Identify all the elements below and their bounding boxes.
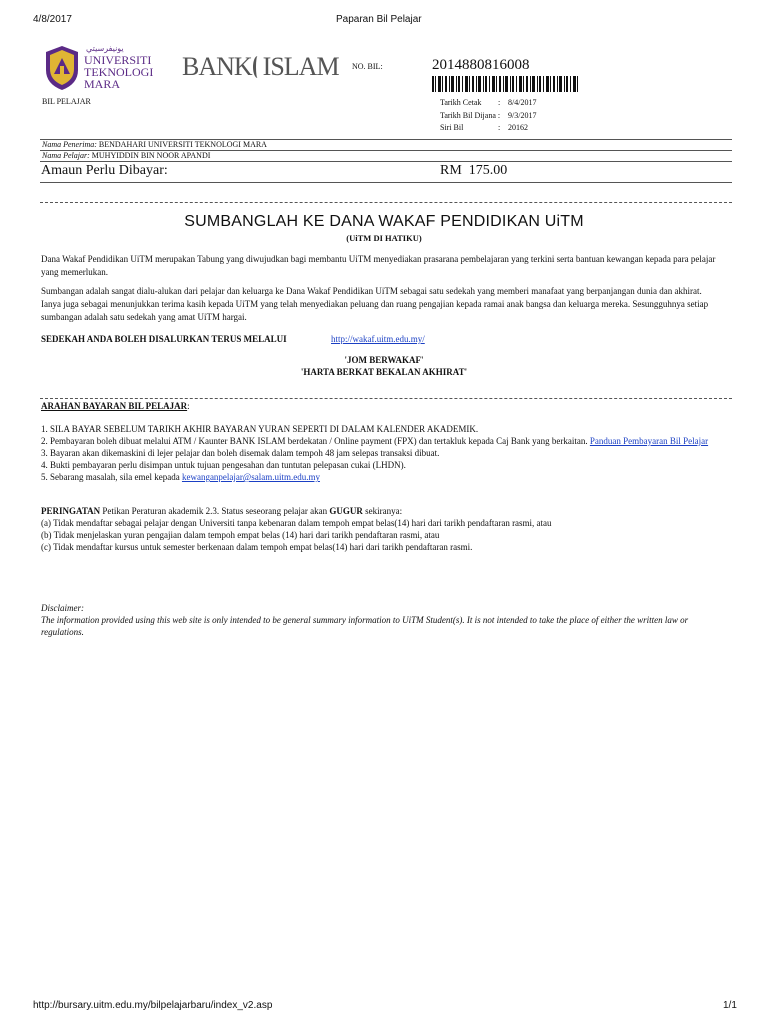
meta-row-siri-bil <box>440 122 536 135</box>
crescent-icon <box>253 56 262 78</box>
meta-value: 9/3/2017 <box>508 110 537 120</box>
print-date: 4/8/2017 <box>33 14 72 25</box>
peringatan-b: (b) Tidak menjelaskan yuran pengajian dalam tempoh empat belas (14) hari dari tarikh pendaftaran rasmi, atau <box>41 530 440 540</box>
slogan-line1: 'JOM BERWAKAF' <box>344 355 424 365</box>
arahan-item-2 <box>41 435 721 447</box>
meta-value: 8/4/2017 <box>508 98 537 107</box>
arahan-item-1: 1. SILA BAYAR SEBELUM TARIKH AKHIR BAYARAN YURAN SEPERTI DI DALAM KALENDER AKADEMIK. <box>41 424 479 434</box>
arahan-item-2-text: 2. Pembayaran boleh dibuat melalui ATM / Kaunter BANK ISLAM berdekatan / Online payment (FPX) dan tertakluk kepada Caj Bank yang berkaitan. <box>41 436 590 446</box>
arahan-title-row <box>41 401 190 411</box>
nama-pelajar-label: Nama Pelajar: <box>42 151 90 160</box>
arahan-list <box>41 423 721 483</box>
arahan-colon: : <box>187 401 190 411</box>
amaun-row <box>440 163 507 179</box>
wakaf-slogan <box>0 354 768 378</box>
meta-sep: : <box>498 98 501 107</box>
meta-label: Siri Bil <box>440 123 464 132</box>
bank-logo-right: ISLAM <box>262 52 339 81</box>
disclaimer-text: The information provided using this web site is only intended to be general summary information to UiTM Student(s). It is not intended to take the place of either the written law or regulations. <box>41 615 689 637</box>
wakaf-link[interactable]: http://wakaf.uitm.edu.my/ <box>331 334 425 344</box>
print-url: http://bursary.uitm.edu.my/bilpelajarbaru/index_v2.asp <box>33 1000 273 1011</box>
arahan-item-5-text: 5. Sebarang masalah, sila emel kepada <box>41 472 182 482</box>
amount-value: 175.00 <box>468 163 508 178</box>
bill-meta <box>440 97 536 135</box>
panduan-link[interactable]: Panduan Pembayaran Bil Pelajar <box>589 436 709 446</box>
peringatan-block <box>41 505 731 553</box>
divider <box>40 161 732 162</box>
barcode-icon <box>432 76 578 92</box>
uitm-crest-icon <box>42 44 82 92</box>
arahan-item-3: 3. Bayaran akan dikemaskini di lejer pelajar dan boleh disemak dalam tempoh 48 jam selepas transaksi dibuat. <box>41 448 440 458</box>
wakaf-para2: Sumbangan adalah sangat dialu-alukan dari pelajar dan keluarga ke Dana Wakaf Pendidikan UiTM sebagai satu sedekah yang memberi manafaat yang berpanjangan dunia dan akhirat. Ianya juga sebagai menunjukkan terima kasih kepada UiTM yang telah menyediakan peluang dan ruang pengajian kepada ramai anak bangsa dan keluarga mereka. Sesungguhnya setiap sumbangan adalah satu sedekah yang amat UiTM hargai. <box>41 286 709 322</box>
meta-label: Tarikh Bil Dijana : <box>440 110 501 120</box>
meta-row-tarikh-dijana <box>440 110 536 123</box>
peringatan-label: PERINGATAN <box>41 506 101 516</box>
email-link[interactable]: kewanganpelajar@salam.uitm.edu.my <box>181 472 320 482</box>
currency: RM <box>440 163 462 178</box>
no-bil-value: 2014880816008 <box>432 57 530 73</box>
wakaf-heading: SUMBANGLAH KE DANA WAKAF PENDIDIKAN UiTM <box>184 213 584 230</box>
sedekah-label: SEDEKAH ANDA BOLEH DISALURKAN TERUS MELALUI <box>41 334 287 344</box>
bank-islam-logo <box>182 52 339 82</box>
peringatan-c: (c) Tidak mendaftar kursus untuk semester berkenaan dalam tempoh empat belas(14) hari dari tarikh pendaftaran rasmi. <box>41 542 473 552</box>
arahan-title: ARAHAN BAYARAN BIL PELAJAR <box>41 401 188 411</box>
meta-sep: : <box>498 123 501 132</box>
uitm-logo-line2: TEKNOLOGI <box>84 65 154 79</box>
nama-pelajar-value: MUHYIDDIN BIN NOOR APANDI <box>91 151 211 160</box>
arahan-item-5 <box>41 471 721 483</box>
arahan-item-4: 4. Bukti pembayaran perlu disimpan untuk tujuan pengesahan dan tuntutan pelepasan cukai (LHDN). <box>41 460 406 470</box>
disclaimer-title: Disclaimer: <box>41 603 84 613</box>
meta-label: Tarikh Cetak <box>440 98 482 107</box>
bil-pelajar-label: BIL PELAJAR <box>42 97 91 106</box>
peringatan-text1: Petikan Peraturan akademik 2.3. Status seseorang pelajar akan <box>100 506 330 516</box>
peringatan-text2: sekiranya: <box>362 506 403 516</box>
slogan-line2: 'HARTA BERKAT BEKALAN AKHIRAT' <box>300 367 468 377</box>
print-title: Paparan Bil Pelajar <box>336 14 422 25</box>
bank-logo-left: BANK <box>182 52 252 81</box>
dashed-divider <box>40 398 732 399</box>
wakaf-para1: Dana Wakaf Pendidikan UiTM merupakan Tabung yang diwujudkan bagi membantu UiTM menyediakan prasarana pembelajaran yang terkini serta bantuan kewangan kepada para pelajar yang memerlukan. <box>41 254 716 277</box>
meta-row-tarikh-cetak <box>440 97 536 110</box>
peringatan-a: (a) Tidak mendaftar sebagai pelajar dengan Universiti tanpa kebenaran dalam tempoh empat belas(14) hari dari tarikh pendaftaran rasmi, atau <box>41 518 552 528</box>
peringatan-line <box>41 505 731 517</box>
amaun-label: Amaun Perlu Dibayar: <box>41 163 168 178</box>
no-bil-label: NO. BIL: <box>352 62 383 71</box>
uitm-arabic: ﻳﻮﻧﻴﻔﺮﺳﻴﺘﻲ <box>86 44 124 53</box>
nama-penerima-label: Nama Penerima: <box>42 140 97 149</box>
uitm-logo-text <box>84 54 153 90</box>
wakaf-subheading: (UiTM DI HATIKU) <box>346 233 422 243</box>
meta-value: 20162 <box>508 123 528 132</box>
uitm-logo-line1: UNIVERSITI <box>84 53 152 67</box>
print-page-number: 1/1 <box>723 1000 737 1011</box>
nama-pelajar-row <box>42 151 210 160</box>
uitm-logo-line3: MARA <box>84 77 121 91</box>
nama-penerima-value: BENDAHARI UNIVERSITI TEKNOLOGI MARA <box>98 140 267 149</box>
divider <box>40 182 732 183</box>
gugur-label: GUGUR <box>329 506 363 516</box>
nama-penerima-row <box>42 140 267 149</box>
dashed-divider <box>40 202 732 203</box>
